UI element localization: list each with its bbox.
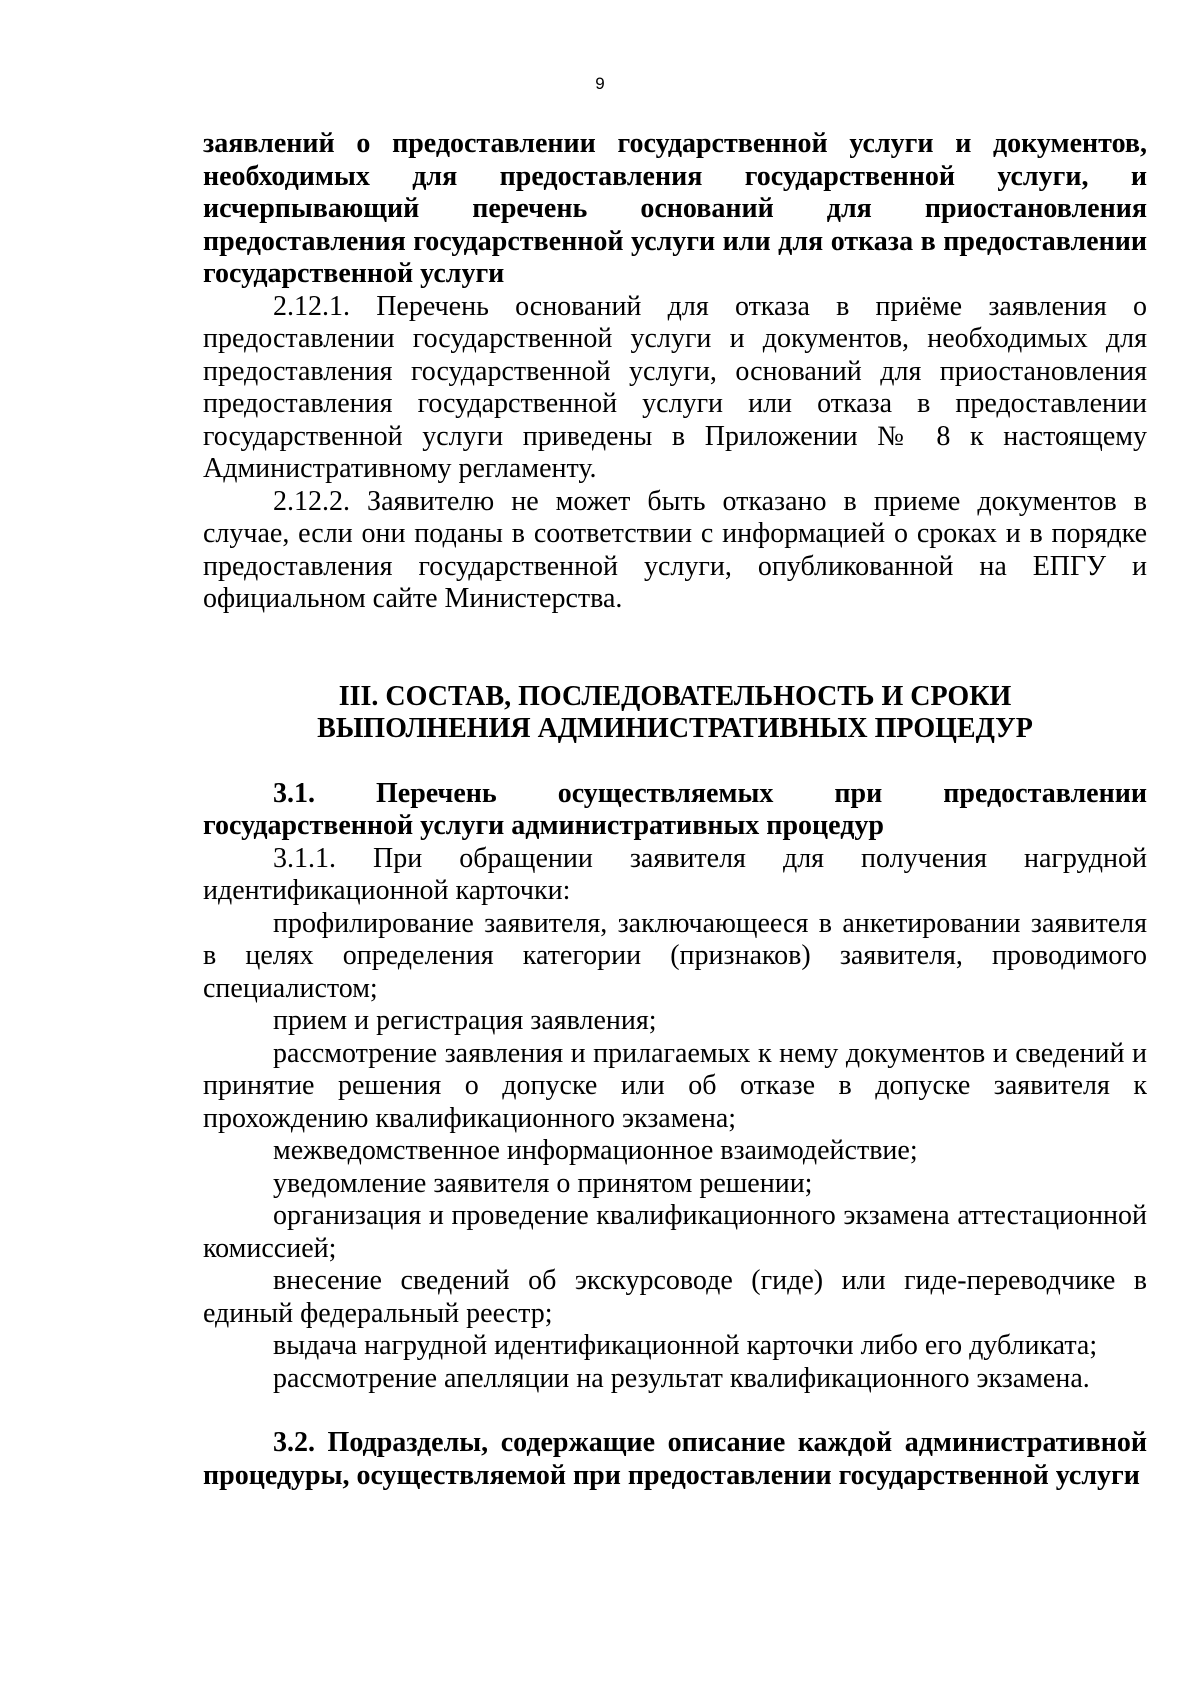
list-item-registry: внесение сведений об экскурсоводе (гиде) или гиде-переводчике в единый федеральный реестр; xyxy=(203,1265,1147,1329)
list-item-profiling: профилирование заявителя, заключающееся в анкетировании заявителя в целях определения категории (признаков) заявителя, проводимого специалистом; xyxy=(203,907,1147,1004)
list-item-review: рассмотрение заявления и прилагаемых к нему документов и сведений и принятие решения о допуске или об отказе в допуске заявителя к прохождению квалификационного экзамена; xyxy=(203,1037,1147,1134)
page-number: 9 xyxy=(595,74,605,93)
chapter-3-title-line-1: III. СОСТАВ, ПОСЛЕДОВАТЕЛЬНОСТЬ И СРОКИ xyxy=(338,680,1012,712)
paragraph-2-12-2: 2.12.2. Заявителю не может быть отказано в приеме документов в случае, если они поданы в соответствии с информацией о сроках и в порядке предоставления государственной услуги, опубликованной на ЕПГУ и официальном сайте Министерства. xyxy=(203,485,1147,614)
section-3-1-heading: 3.1. Перечень осуществляемых при предоставлении государственной услуги административных процедур xyxy=(203,777,1147,841)
document-body xyxy=(203,128,1147,1492)
paragraph-3-1-1: 3.1.1. При обращении заявителя для получения нагрудной идентификационной карточки: xyxy=(203,842,1147,906)
list-item-notification: уведомление заявителя о принятом решении; xyxy=(273,1167,813,1199)
list-item-exam: организация и проведение квалификационного экзамена аттестационной комиссией; xyxy=(203,1200,1147,1264)
list-item-interagency: межведомственное информационное взаимодействие; xyxy=(273,1135,918,1166)
list-item-card-issue: выдача нагрудной идентификационной карточки либо его дубликата; xyxy=(273,1330,1098,1361)
chapter-3-title-line-2: ВЫПОЛНЕНИЯ АДМИНИСТРАТИВНЫХ ПРОЦЕДУР xyxy=(317,713,1033,744)
paragraph-2-12-1: 2.12.1. Перечень оснований для отказа в приёме заявления о предоставлении государственной услуги и документов, необходимых для предоставления государственной услуги, оснований для приостановления предоставления государственной услуги или отказа в предоставлении государственной услуги приведены в Приложении № 8 к настоящему Административному регламенту. xyxy=(203,290,1147,484)
section-2-12-heading-tail: заявлений о предоставлении государственной услуги и документов, необходимых для предоставления государственной услуги, и исчерпывающий перечень оснований для приостановления предоставления государственной услуги или для отказа в предоставлении государственной услуги xyxy=(203,128,1147,289)
section-3-2-heading: 3.2. Подразделы, содержащие описание каждой административной процедуры, осуществляемой при предоставлении государственной услуги xyxy=(203,1427,1147,1491)
list-item-appeal: рассмотрение апелляции на результат квалификационного экзамена. xyxy=(273,1362,1090,1394)
list-item-registration: прием и регистрация заявления; xyxy=(273,1005,657,1036)
